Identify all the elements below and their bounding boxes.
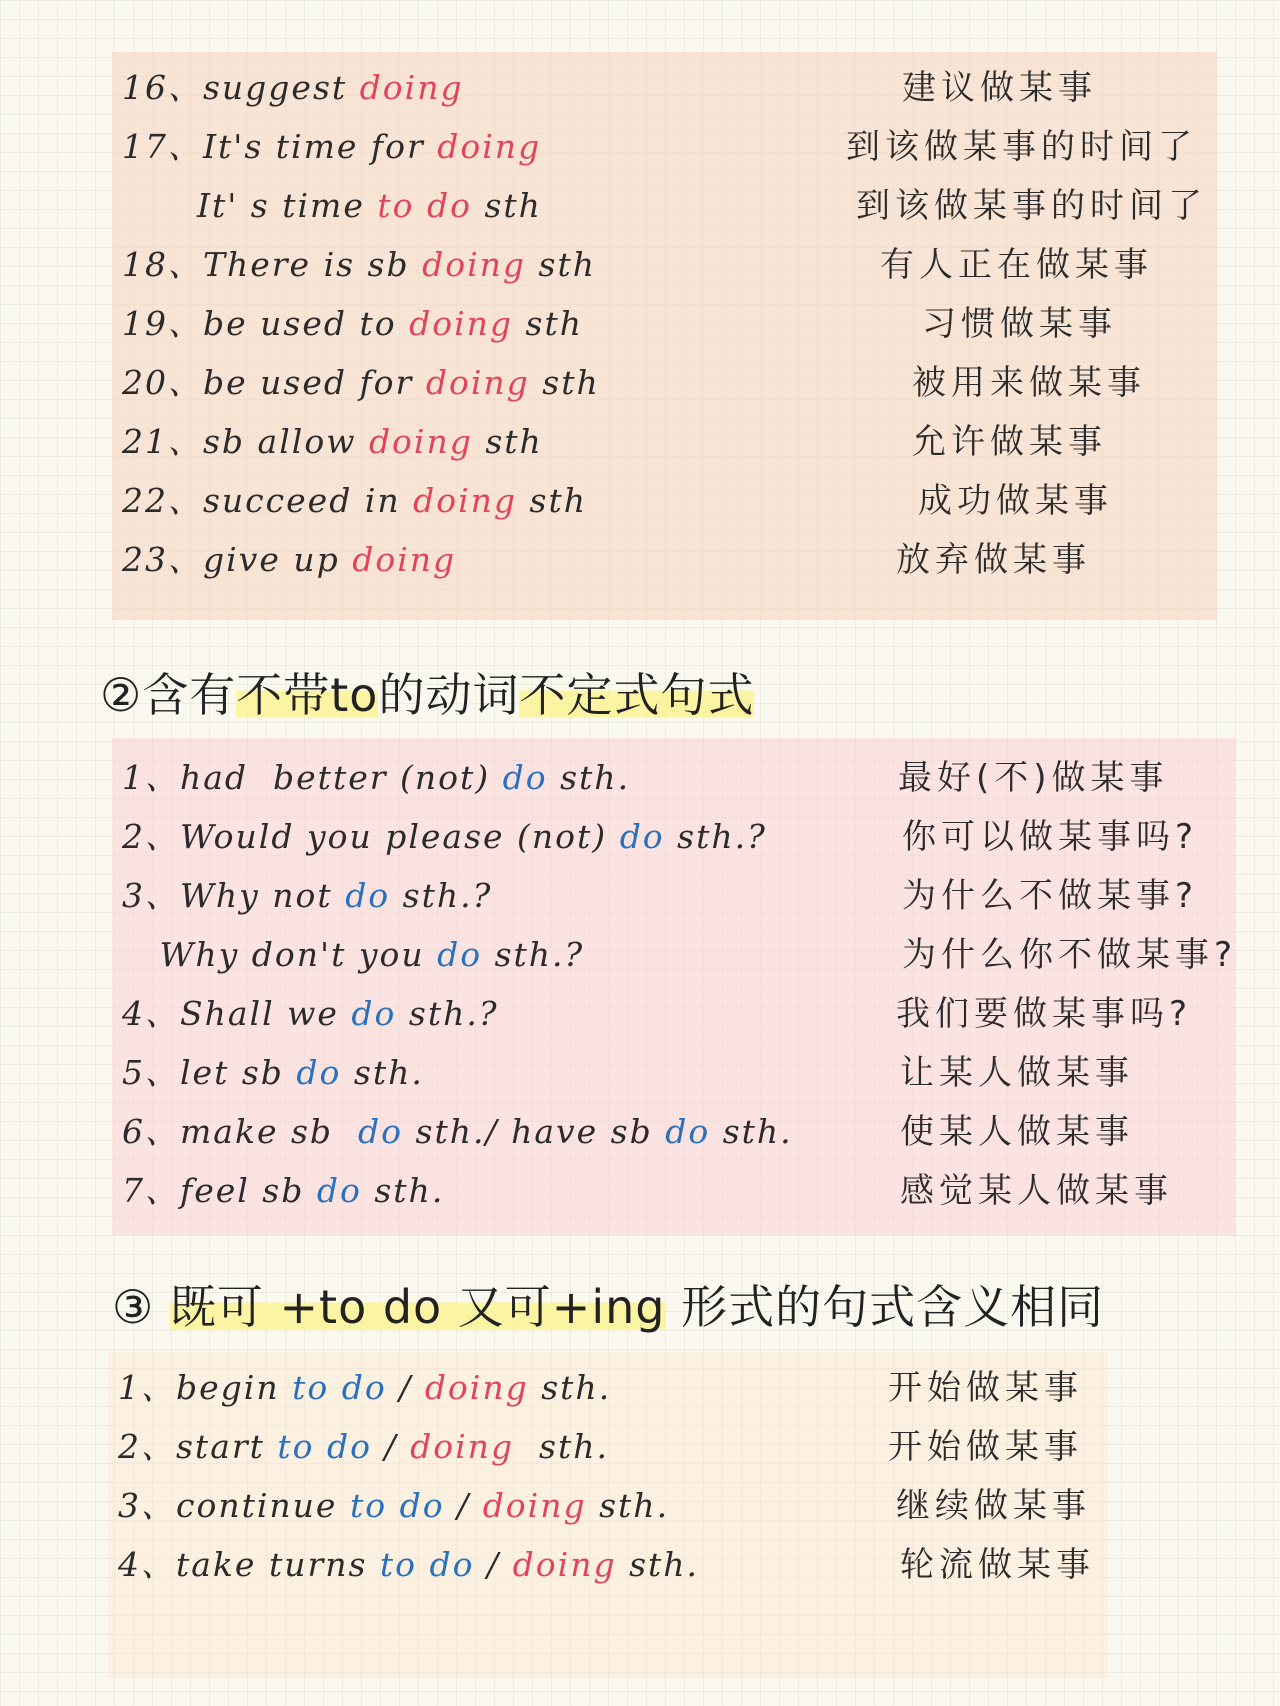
phrase-row — [112, 750, 1236, 806]
phrase-row — [112, 296, 1217, 352]
phrase-chinese: 开始做某事 — [888, 1368, 1083, 1408]
phrase-chinese: 你可以做某事吗? — [902, 817, 1199, 857]
highlighted-text: 不定式句式 — [519, 668, 755, 722]
phrase-english — [122, 750, 630, 806]
keyword-blue: to do — [277, 1427, 373, 1466]
keyword-red: doing — [368, 422, 473, 461]
text-segment: sth — [529, 363, 600, 402]
text-segment: sth. — [547, 758, 631, 797]
phrase-row — [112, 178, 1217, 234]
text-segment: 21、sb allow — [122, 422, 369, 461]
phrase-chinese: 使某人做某事 — [900, 1112, 1134, 1152]
keyword-blue: do — [296, 1053, 342, 1092]
text-segment: 6、make sb — [122, 1112, 359, 1151]
keyword-blue: do — [437, 935, 483, 974]
text-segment: sth. — [586, 1486, 670, 1525]
phrase-row — [108, 1419, 1108, 1475]
phrase-chinese: 成功做某事 — [918, 481, 1113, 521]
text-segment: ③ — [112, 1280, 170, 1334]
phrase-english — [122, 473, 587, 529]
phrase-chinese: 继续做某事 — [896, 1486, 1091, 1526]
text-segment: 3、Why not — [122, 876, 346, 915]
keyword-red: doing — [359, 68, 464, 107]
text-segment: sth. — [361, 1171, 445, 1210]
text-segment: sth — [472, 422, 543, 461]
text-segment: 3、continue — [118, 1486, 350, 1525]
phrase-english — [122, 1104, 793, 1160]
text-segment: 1、had better (not) — [122, 758, 503, 797]
text-segment: 16、suggest — [122, 68, 360, 107]
keyword-blue: do — [502, 758, 548, 797]
phrase-english — [122, 532, 456, 588]
text-segment: 22、succeed in — [122, 481, 414, 520]
text-segment: 7、feel sb — [122, 1171, 317, 1210]
text-segment: 17、It's time for — [122, 127, 438, 166]
phrase-chinese: 有人正在做某事 — [880, 245, 1153, 285]
text-segment: 5、let sb — [122, 1053, 297, 1092]
keyword-red: doing — [422, 245, 527, 284]
phrase-row — [108, 1360, 1108, 1416]
phrase-row — [108, 1537, 1108, 1593]
keyword-blue: do — [358, 1112, 404, 1151]
text-segment: sth.? — [396, 994, 499, 1033]
keyword-blue: to do — [292, 1368, 387, 1407]
text-segment: sth. — [514, 1427, 609, 1466]
keyword-red: doing — [352, 540, 457, 579]
phrase-english — [122, 119, 541, 175]
section-a-panel — [112, 52, 1217, 620]
text-segment: Why don't you — [122, 935, 438, 974]
text-segment: sth. — [616, 1545, 700, 1584]
phrase-row — [112, 1163, 1236, 1219]
text-segment: 20、be used for — [122, 363, 426, 402]
phrase-row — [108, 1478, 1108, 1534]
keyword-blue: to do — [349, 1486, 445, 1525]
keyword-red: doing — [409, 304, 514, 343]
keyword-red: doing — [512, 1545, 617, 1584]
text-segment: / — [474, 1545, 513, 1584]
section-c-panel — [108, 1352, 1108, 1678]
phrase-chinese: 到该做某事的时间了 — [846, 127, 1197, 167]
phrase-chinese: 建议做某事 — [902, 68, 1097, 108]
phrase-english — [122, 986, 499, 1042]
phrase-english — [122, 355, 600, 411]
phrase-chinese: 习惯做某事 — [922, 304, 1117, 344]
keyword-red: to do — [377, 186, 472, 225]
phrase-chinese: 被用来做某事 — [912, 363, 1146, 403]
text-segment: sth./ have sb — [403, 1112, 666, 1151]
keyword-red: doing — [413, 481, 518, 520]
phrase-chinese: 为什么不做某事? — [902, 876, 1199, 916]
section-b-heading — [100, 660, 754, 730]
phrase-english — [118, 1478, 669, 1534]
phrase-english — [118, 1537, 699, 1593]
phrase-chinese: 为什么你不做某事? — [902, 935, 1238, 975]
phrase-row — [112, 414, 1217, 470]
phrase-row — [112, 237, 1217, 293]
phrase-row — [112, 927, 1236, 983]
phrase-chinese: 允许做某事 — [912, 422, 1107, 462]
keyword-red: doing — [437, 127, 542, 166]
text-segment: 18、There is sb — [122, 245, 423, 284]
keyword-blue: do — [665, 1112, 711, 1151]
keyword-blue: to do — [379, 1545, 475, 1584]
phrase-english — [118, 1360, 611, 1416]
text-segment: sth — [517, 481, 588, 520]
section-c-heading — [112, 1272, 1104, 1342]
phrase-chinese: 让某人做某事 — [900, 1053, 1134, 1093]
section-b-panel — [112, 738, 1236, 1236]
phrase-english — [122, 60, 464, 116]
text-segment: ②含有 — [100, 668, 237, 722]
phrase-english — [122, 237, 596, 293]
text-segment: / — [386, 1368, 425, 1407]
phrase-english — [122, 414, 543, 470]
text-segment: 1、begin — [118, 1368, 293, 1407]
phrase-english — [122, 809, 767, 865]
text-segment: sth.? — [390, 876, 493, 915]
text-segment: 4、take turns — [118, 1545, 380, 1584]
keyword-blue: do — [316, 1171, 362, 1210]
text-segment: sth.? — [664, 817, 767, 856]
phrase-english — [122, 1163, 444, 1219]
text-segment: 2、Would you please (not) — [122, 817, 620, 856]
text-segment: 2、start — [118, 1427, 278, 1466]
phrase-row — [112, 1104, 1236, 1160]
text-segment: 4、Shall we — [122, 994, 352, 1033]
phrase-row — [112, 809, 1236, 865]
phrase-chinese: 感觉某人做某事 — [900, 1171, 1173, 1211]
keyword-red: doing — [424, 1368, 529, 1407]
text-segment: sth.? — [482, 935, 585, 974]
text-segment: It' s time — [122, 186, 378, 225]
phrase-row — [112, 119, 1217, 175]
phrase-row — [112, 355, 1217, 411]
text-segment: / — [444, 1486, 483, 1525]
text-segment: sth. — [528, 1368, 612, 1407]
highlighted-text: 不带to — [236, 668, 379, 722]
keyword-blue: do — [345, 876, 391, 915]
keyword-red: doing — [425, 363, 530, 402]
keyword-blue: do — [351, 994, 397, 1033]
phrase-chinese: 我们要做某事吗? — [896, 994, 1193, 1034]
text-segment: 19、be used to — [122, 304, 410, 343]
phrase-chinese: 放弃做某事 — [896, 540, 1091, 580]
phrase-row — [112, 60, 1217, 116]
phrase-chinese: 最好(不)做某事 — [898, 758, 1169, 798]
keyword-blue: do — [619, 817, 665, 856]
phrase-english — [122, 927, 584, 983]
phrase-english — [122, 178, 542, 234]
keyword-red: doing — [482, 1486, 587, 1525]
text-segment: / — [372, 1427, 411, 1466]
text-segment: sth — [526, 245, 596, 284]
text-segment: sth — [471, 186, 542, 225]
text-segment: 23、give up — [122, 540, 353, 579]
text-segment: sth. — [341, 1053, 424, 1092]
phrase-row — [112, 986, 1236, 1042]
phrase-row — [112, 532, 1217, 588]
text-segment: 的动词 — [378, 668, 520, 722]
phrase-english — [122, 868, 492, 924]
text-segment: 形式的句式含义相同 — [665, 1280, 1105, 1334]
phrase-row — [112, 1045, 1236, 1101]
text-segment: sth. — [710, 1112, 793, 1151]
phrase-chinese: 轮流做某事 — [900, 1545, 1095, 1585]
phrase-row — [112, 868, 1236, 924]
phrase-chinese: 开始做某事 — [888, 1427, 1083, 1467]
phrase-english — [122, 296, 583, 352]
keyword-red: doing — [410, 1427, 515, 1466]
phrase-english — [118, 1419, 609, 1475]
highlighted-text: 既可 +to do 又可+ing — [169, 1280, 666, 1334]
phrase-english — [122, 1045, 424, 1101]
text-segment: sth — [513, 304, 583, 343]
phrase-row — [112, 473, 1217, 529]
phrase-chinese: 到该做某事的时间了 — [856, 186, 1207, 226]
